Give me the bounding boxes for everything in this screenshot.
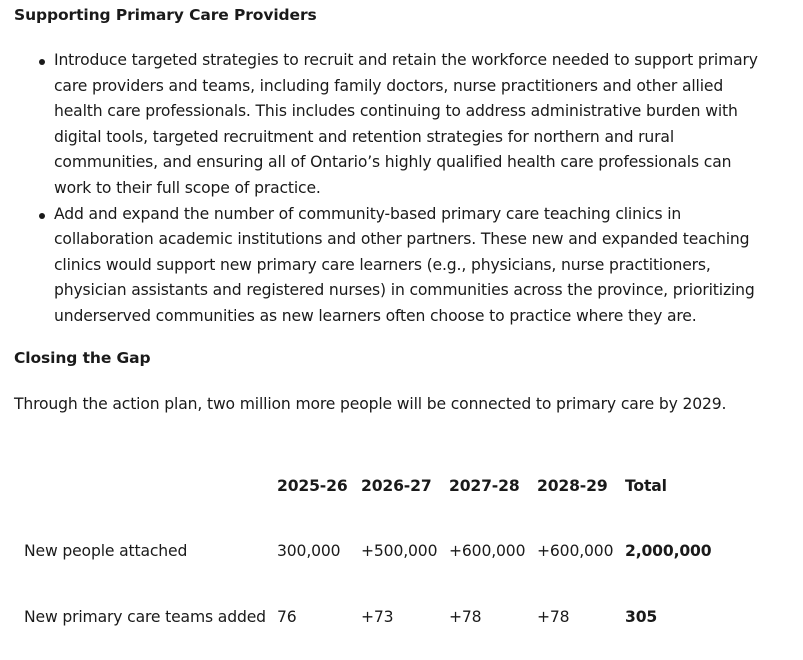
table-cell: 76	[277, 608, 297, 626]
table-cell: +78	[537, 608, 570, 626]
section-heading-supporting-providers: Supporting Primary Care Providers	[14, 6, 317, 24]
list-item-text: Introduce targeted strategies to recruit and retain the workforce needed to support primary care providers and teams, including family doctors, nurse practitioners and other allied health care professionals. This includes continuing to address administrative burden with digital tools, targeted recruitment and retention strategies for northern and rural communities, and ensuring all of Ontario’s highly qualified health care professionals can work to their full scope of practice.	[54, 51, 758, 197]
table-cell: 300,000	[277, 542, 341, 560]
table-header-cell: 2028-29	[537, 477, 608, 495]
table-cell: +78	[449, 608, 482, 626]
table-header-cell: 2026-27	[361, 477, 432, 495]
bullet-icon	[39, 59, 45, 65]
table-total-cell: 2,000,000	[625, 542, 712, 560]
table-header-cell: 2025-26	[277, 477, 348, 495]
table-cell: +600,000	[537, 542, 614, 560]
list-item	[14, 202, 759, 330]
table-row-label: New primary care teams added	[24, 608, 266, 626]
table-cell: +600,000	[449, 542, 526, 560]
table-row-label: New people attached	[24, 542, 188, 560]
table-header-cell: 2027-28	[449, 477, 520, 495]
table-cell: +500,000	[361, 542, 438, 560]
intro-paragraph: Through the action plan, two million more people will be connected to primary care by 2029.	[14, 395, 727, 413]
bullet-list	[14, 48, 759, 330]
list-item-text: Add and expand the number of community-based primary care teaching clinics in collaboration academic institutions and other partners. These new and expanded teaching clinics would support new primary care learners (e.g., physicians, nurse practitioners, physician assistants and registered nurses) in communities across the province, prioritizing underserved communities as new learners often choose to practice where they are.	[54, 204, 755, 325]
bullet-icon	[39, 213, 45, 219]
table-total-cell: 305	[625, 608, 658, 626]
list-item	[14, 48, 759, 202]
section-heading-closing-gap: Closing the Gap	[14, 349, 151, 367]
table-header-cell: Total	[625, 477, 667, 495]
table-cell: +73	[361, 608, 394, 626]
